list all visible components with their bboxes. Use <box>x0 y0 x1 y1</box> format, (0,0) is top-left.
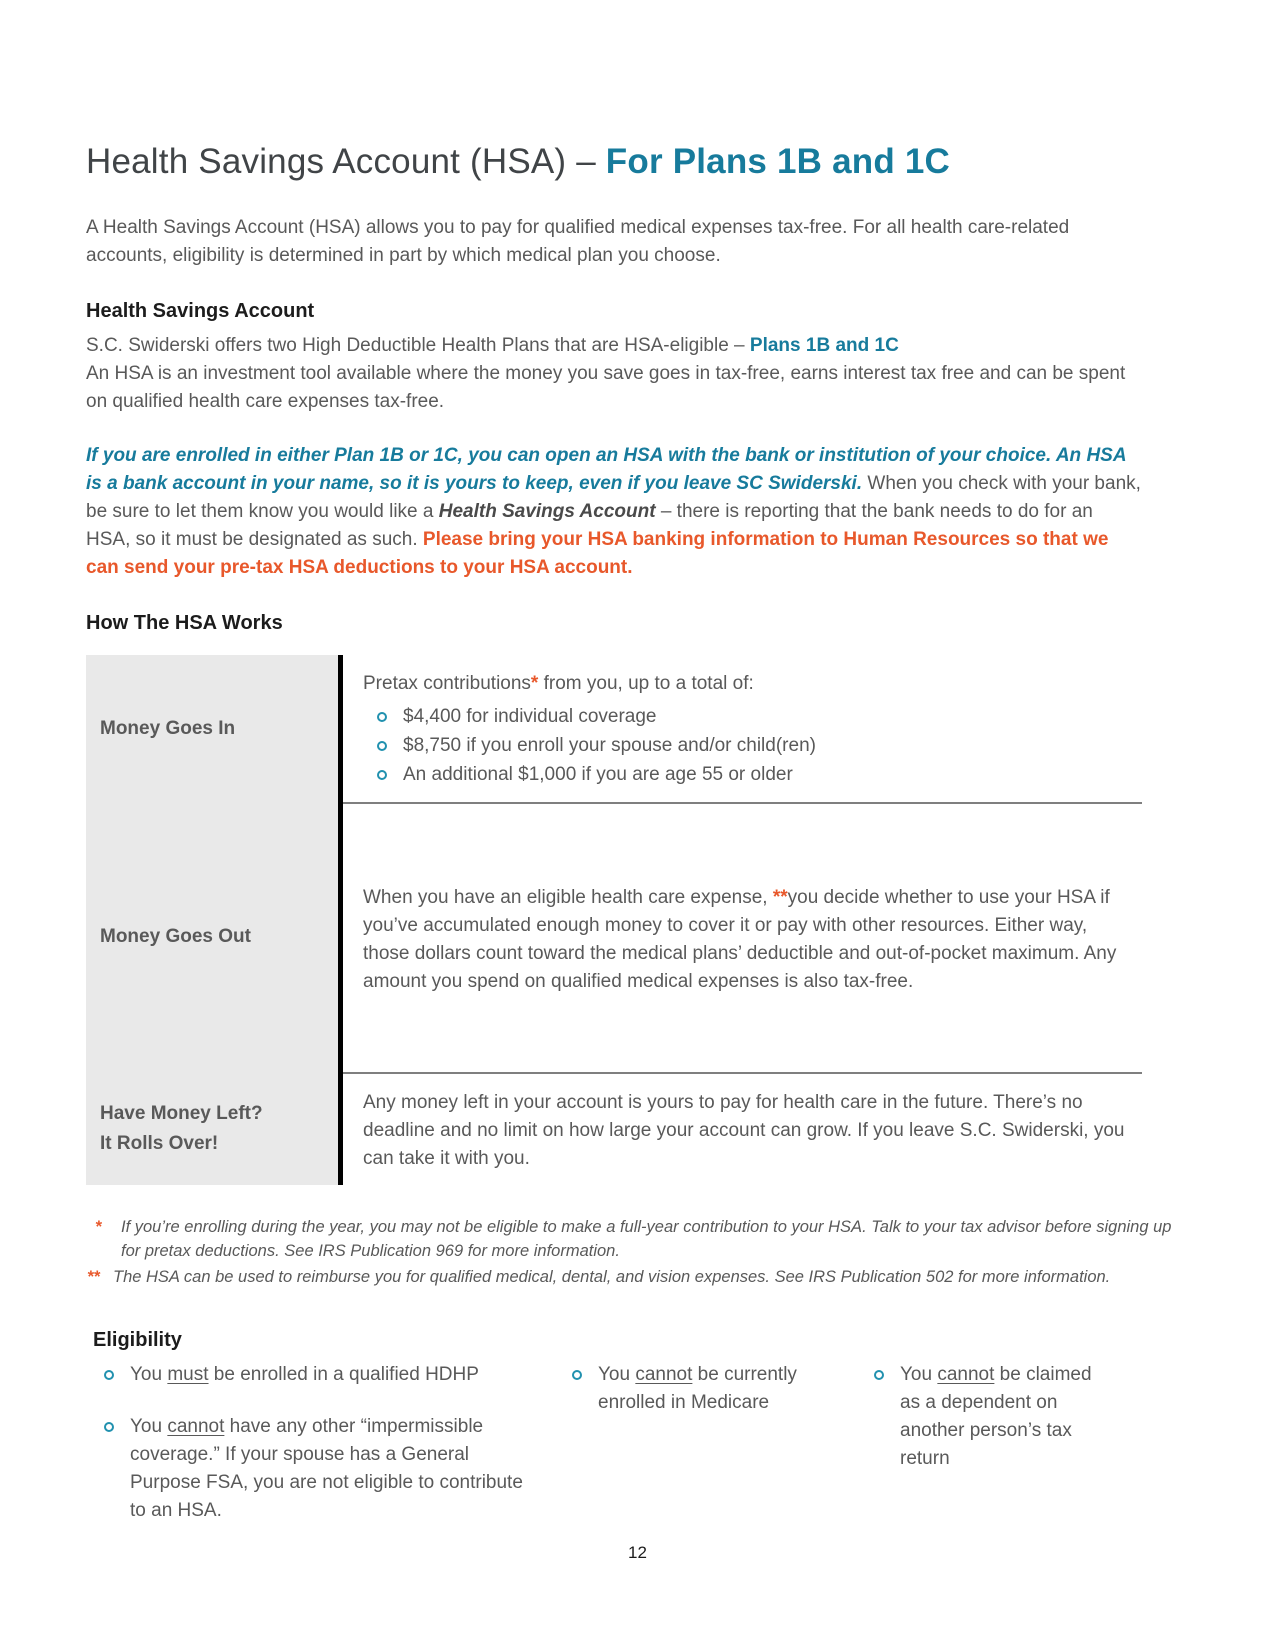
money-in-label: Money Goes In <box>100 717 236 739</box>
table-row-value-money-in <box>343 655 1142 802</box>
list-item <box>104 1413 572 1525</box>
hsa-works-table <box>86 655 1142 1185</box>
footnote-star-2: ** <box>772 886 788 908</box>
bullet-circle-icon <box>104 1370 114 1380</box>
footnote-star-1: * <box>530 673 539 694</box>
footnotes <box>87 1215 1185 1289</box>
intro-paragraph: A Health Savings Account (HSA) allows you to pay for qualified medical expenses tax-free. For all health care-related accounts, eligibility is determined in part by which medical plan you choose. <box>86 217 1070 266</box>
money-out-pre: When you have an eligible health care expense, <box>363 886 773 908</box>
footnote-2-text: The HSA can be used to reimburse you for qualified medical, dental, and vision expenses. See IRS Publication 502 for more information. <box>113 1268 1111 1286</box>
list-item <box>377 732 1134 760</box>
money-out-label: Money Goes Out <box>100 926 251 947</box>
callout-bold-text: Health Savings Account <box>438 501 656 522</box>
money-in-intro-pre: Pretax contributions <box>363 673 531 694</box>
eligibility-text: You must be enrolled in a qualified HDHP <box>130 1364 479 1385</box>
list-item <box>572 1361 874 1417</box>
bullet-circle-icon <box>377 770 387 780</box>
eligibility-column-3 <box>874 1361 1142 1549</box>
document-page <box>86 142 1172 1549</box>
rollover-label-line1: Have Money Left? <box>100 1102 263 1124</box>
bullet-circle-icon <box>874 1370 884 1380</box>
bullet-circle-icon <box>377 712 387 722</box>
eligibility-text: You cannot be currently enrolled in Medicare <box>598 1364 797 1413</box>
eligibility-column-1 <box>104 1361 572 1549</box>
footnote-1-marker: * <box>95 1218 102 1236</box>
list-item <box>874 1361 1142 1473</box>
table-row-label-money-in <box>86 655 343 802</box>
hsa-p1-text: S.C. Swiderski offers two High Deductible Health Plans that are HSA-eligible – <box>86 335 750 356</box>
list-item <box>104 1361 572 1389</box>
page-title-main: Health Savings Account (HSA) – <box>86 142 606 181</box>
page-title <box>86 142 1142 182</box>
callout-mid1-text: When you check with your bank, be sure to let them know you would like a <box>86 473 1141 522</box>
table-row-label-money-out <box>86 802 343 1072</box>
table-row-label-rollover <box>86 1072 343 1185</box>
callout-mid2-text: – there is reporting that the bank needs to do for an HSA, so it must be designated as such. <box>86 501 1093 550</box>
rollover-text: Any money left in your account is yours to pay for health care in the future. There’s no deadline and no limit on how large your account can grow. If you leave S.C. Swiderski, you can take it with you. <box>363 1092 1125 1169</box>
footnote-2-marker: ** <box>87 1268 100 1286</box>
section-heading-eligibility: Eligibility <box>93 1329 182 1351</box>
table-row-value-rollover <box>343 1072 1142 1185</box>
bullet-circle-icon <box>377 741 387 751</box>
eligibility-text: You cannot be claimed as a dependent on another person’s tax return <box>900 1364 1092 1469</box>
eligibility-columns <box>104 1361 1142 1549</box>
rollover-label-line2: It Rolls Over! <box>100 1132 219 1154</box>
footnote-1-text: If you’re enrolling during the year, you may not be eligible to make a full-year contribution to your HSA. Talk to your tax advisor before signing up for pretax deductions. See IRS Publication 969 for more information. <box>121 1218 1172 1260</box>
callout-teal-text: If you are enrolled in either Plan 1B or 1C, you can open an HSA with the bank or institution of your choice. An HSA is a bank account in your name, so it is yours to keep, even if you leave SC Swiderski. <box>86 445 1126 494</box>
money-out-text <box>363 884 1134 996</box>
footnote-2 <box>87 1265 1185 1289</box>
hsa-p1-highlight: Plans 1B and 1C <box>749 335 899 356</box>
bullet-circle-icon <box>572 1370 582 1380</box>
hsa-paragraph-1 <box>86 332 1142 416</box>
footnote-1 <box>95 1215 1185 1263</box>
section-heading-hsa: Health Savings Account <box>86 300 315 322</box>
table-row-value-money-out <box>343 802 1142 1072</box>
bullet-text: An additional $1,000 if you are age 55 or older <box>403 764 793 785</box>
bullet-text: $4,400 for individual coverage <box>403 706 657 727</box>
section-heading-how: How The HSA Works <box>86 612 283 634</box>
money-in-bullet-list <box>363 702 1134 790</box>
eligibility-text: You cannot have any other “impermissible coverage.” If your spouse has a General Purpose FSA, you are not eligible to contribute to an HSA. <box>130 1416 523 1521</box>
bullet-circle-icon <box>104 1422 114 1432</box>
money-in-intro <box>363 670 1134 698</box>
eligibility-column-2 <box>572 1361 874 1549</box>
hsa-callout-paragraph <box>86 442 1142 582</box>
bullet-text: $8,750 if you enroll your spouse and/or child(ren) <box>403 735 816 756</box>
list-item <box>377 761 1134 789</box>
page-title-highlight: For Plans 1B and 1C <box>605 142 950 181</box>
money-in-intro-post: from you, up to a total of: <box>538 673 754 694</box>
page-number: 12 <box>628 1543 647 1562</box>
money-out-post: you decide whether to use your HSA if you’ve accumulated enough money to cover it or pay with other resources. Either way, those dollars count toward the medical plans’ deductible and out-of-pocket maximum. Any amount you spend on qualified medical expenses is also tax-free. <box>363 886 1117 992</box>
hsa-p2-text: An HSA is an investment tool available where the money you save goes in tax-free, earns interest tax free and can be spent on qualified health care expenses tax-free. <box>86 363 1126 412</box>
callout-orange-text: Please bring your HSA banking information to Human Resources so that we can send your pre-tax HSA deductions to your HSA account. <box>86 529 1109 578</box>
list-item <box>377 703 1134 731</box>
